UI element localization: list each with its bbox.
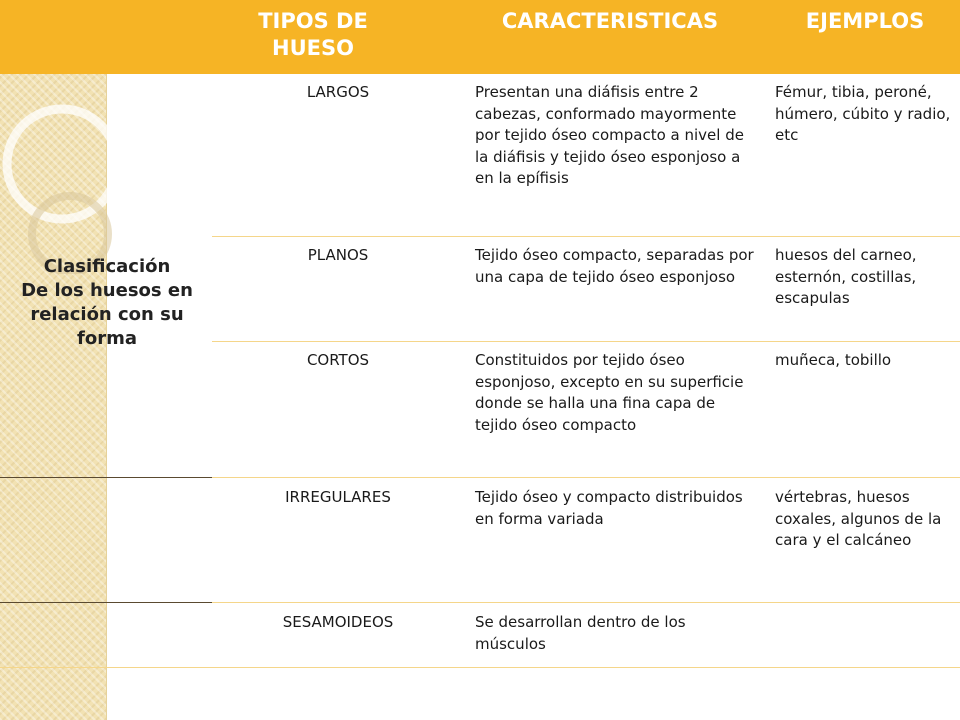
row-divider — [0, 477, 212, 478]
header-caracteristicas: CARACTERISTICAS — [501, 9, 719, 33]
row-divider — [212, 602, 960, 603]
row-divider — [212, 341, 960, 342]
caracteristicas-cell: Presentan una diáfisis entre 2 cabezas, conformado mayormente por tejido óseo compacto a nivel de la diáfisis y tejido óseo esponjoso a en la epífisis — [475, 83, 744, 187]
header-tipos-de-hueso: TIPOS DE HUESO — [258, 9, 368, 60]
tipo-cell: CORTOS — [306, 351, 370, 369]
tipo-cell: LARGOS — [306, 83, 370, 101]
ejemplos-cell: Fémur, tibia, peroné, húmero, cúbito y radio, etc — [775, 83, 951, 144]
tipo-cell: PLANOS — [307, 246, 369, 264]
decorative-rings — [0, 74, 140, 274]
row-divider — [0, 667, 960, 668]
caracteristicas-cell: Constituidos por tejido óseo esponjoso, excepto en su superficie donde se halla una fina capa de tejido óseo compacto — [475, 351, 744, 434]
ejemplos-cell: muñeca, tobillo — [775, 351, 892, 369]
caracteristicas-cell: Tejido óseo y compacto distribuidos en forma variada — [475, 488, 743, 528]
ejemplos-cell: huesos del carneo, esternón, costillas, escapulas — [775, 246, 917, 307]
caracteristicas-cell: Tejido óseo compacto, separadas por una capa de tejido óseo esponjoso — [475, 246, 754, 286]
header-ejemplos: EJEMPLOS — [805, 9, 925, 33]
tipo-cell: IRREGULARES — [285, 488, 391, 506]
row-divider — [0, 602, 212, 603]
caracteristicas-cell: Se desarrollan dentro de los músculos — [475, 613, 686, 653]
row-divider — [212, 477, 960, 478]
row-divider — [212, 236, 960, 237]
classification-label: Clasificación De los huesos en relación con su forma — [21, 256, 193, 349]
ejemplos-cell: vértebras, huesos coxales, algunos de la cara y el calcáneo — [775, 488, 942, 549]
table-header — [0, 0, 960, 74]
tipo-cell: SESAMOIDEOS — [282, 613, 394, 631]
